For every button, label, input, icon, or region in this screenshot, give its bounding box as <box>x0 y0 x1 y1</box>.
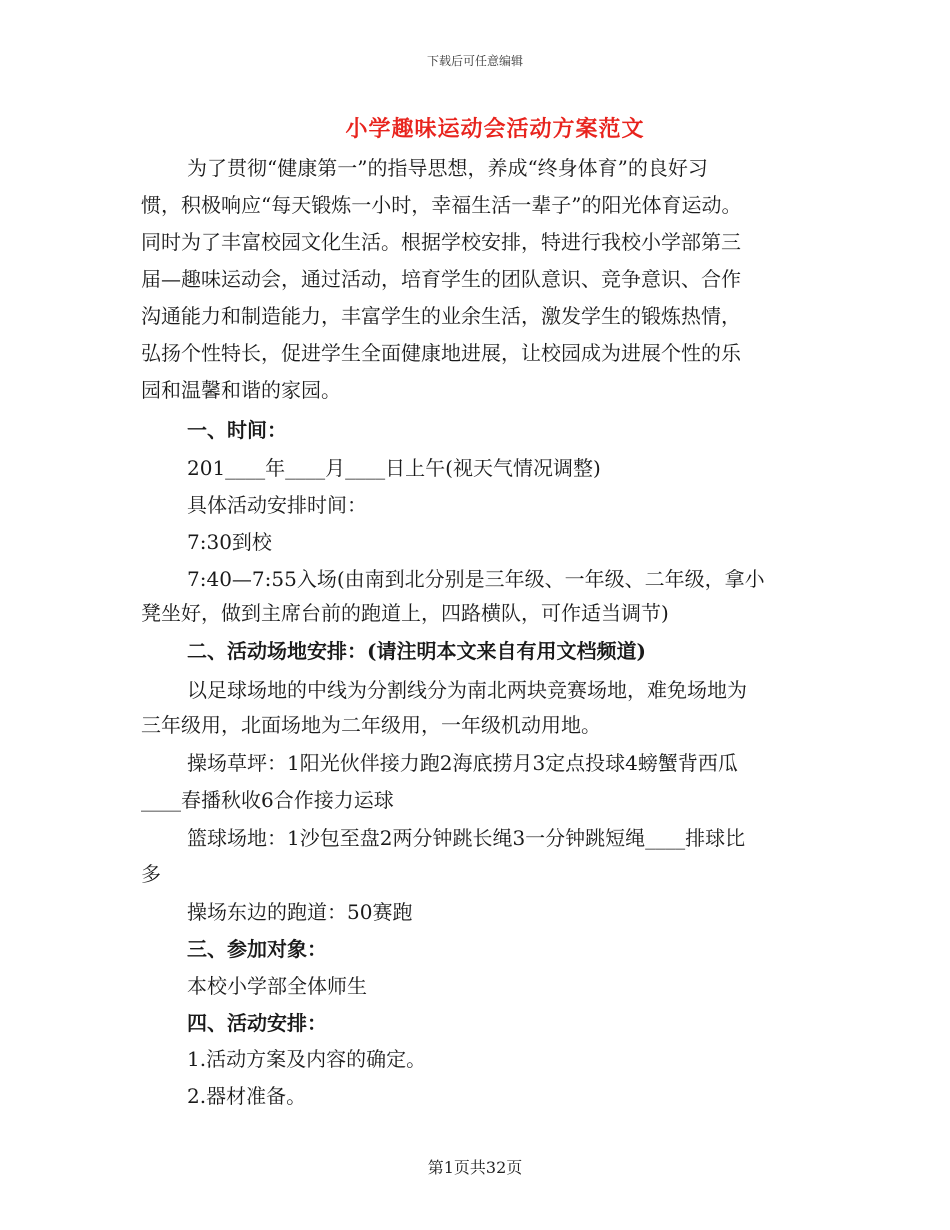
section-heading-arrangement: 四、活动安排： <box>187 1011 327 1035</box>
court-events-line: 篮球场地：1沙包至盘2两分钟跳长绳3一分钟跳短绳____排球比 <box>187 826 746 850</box>
page-header: 下载后可任意编辑 <box>426 54 523 68</box>
intro-line: 惯，积极响应“每天锻炼一小时，幸福生活一辈子”的阳光体育运动。 <box>141 193 742 217</box>
court-events-line: 多 <box>141 862 161 886</box>
track-event-line: 操场东边的跑道：50赛跑 <box>187 900 413 924</box>
section-heading-time: 一、时间： <box>187 418 287 442</box>
intro-line: 同时为了丰富校园文化生活。根据学校安排，特进行我校小学部第三 <box>141 230 741 254</box>
participants-line: 本校小学部全体师生 <box>187 974 367 998</box>
venue-line: 三年级用，北面场地为二年级用，一年级机动用地。 <box>141 713 601 737</box>
page-footer: 第1页共32页 <box>427 1158 523 1177</box>
section-heading-venue: 二、活动场地安排：(请注明本文来自有用文档频道) <box>187 639 646 663</box>
arrangement-item: 1.活动方案及内容的确定。 <box>187 1047 427 1071</box>
intro-line: 沟通能力和制造能力，丰富学生的业余生活，激发学生的锻炼热情， <box>141 304 741 328</box>
entry-line: 7:40—7:55入场(由南到北分别是三年级、一年级、二年级，拿小 <box>187 567 765 591</box>
intro-line: 届—趣味运动会，通过活动，培育学生的团队意识、竞争意识、合作 <box>141 267 741 291</box>
date-line: 201____年____月____日上午(视天气情况调整) <box>187 456 601 480</box>
document-title: 小学趣味运动会活动方案范文 <box>345 116 645 142</box>
field-events-line: ____春播秋收6合作接力运球 <box>141 788 394 812</box>
field-events-line: 操场草坪：1阳光伙伴接力跑2海底捞月3定点投球4螃蟹背西瓜 <box>187 751 738 775</box>
arrival-time: 7:30到校 <box>187 530 272 554</box>
arrangement-item: 2.器材准备。 <box>187 1084 307 1108</box>
intro-line: 园和温馨和谐的家园。 <box>141 378 341 402</box>
intro-line: 为了贯彻“健康第一”的指导思想，养成“终身体育”的良好习 <box>187 156 708 180</box>
section-heading-participants: 三、参加对象： <box>187 937 327 961</box>
intro-line: 弘扬个性特长，促进学生全面健康地进展，让校园成为进展个性的乐 <box>141 341 741 365</box>
venue-line: 以足球场地的中线为分割线分为南北两块竞赛场地，难免场地为 <box>187 678 747 702</box>
schedule-label: 具体活动安排时间： <box>187 493 367 517</box>
entry-line: 凳坐好，做到主席台前的跑道上，四路横队，可作适当调节) <box>141 601 669 625</box>
